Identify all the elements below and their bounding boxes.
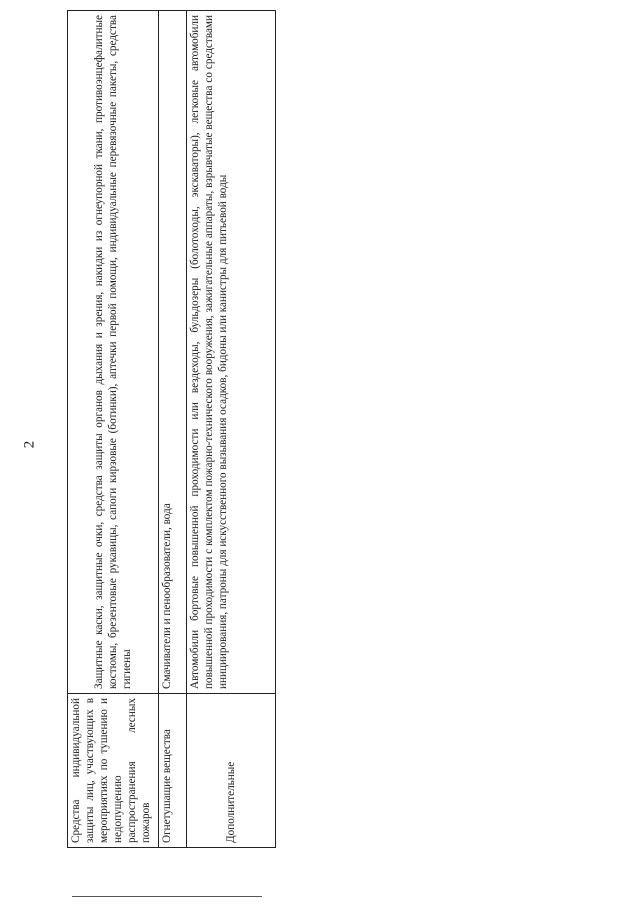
row-description-extinguishing: Смачиватели и пенообразователи, вода xyxy=(159,11,187,694)
table-row xyxy=(187,11,276,848)
bottom-divider xyxy=(72,896,262,897)
page-number: 2 xyxy=(21,440,38,449)
row-description-ppe: Защитные каски, защитные очки, средства защиты органов дыхания и зрения, накидки из огнеупорной ткани, противоэнцефалитные костюмы, брезентовые рукавицы, сапоги кирзовые (ботинки), аптечки первой помощи, индивидуальные перевязочные пакеты, средства гигиены xyxy=(68,11,159,694)
equipment-table xyxy=(67,10,276,848)
table-row xyxy=(159,11,187,848)
row-category-ppe: Средства индивидуальной защиты лиц, участвующих в мероприятиях по тушению и недопущению распространения лесных пожаров xyxy=(68,694,159,848)
row-category-additional: Дополнительные xyxy=(187,694,276,848)
rotated-page-content xyxy=(67,10,275,848)
table-row xyxy=(68,11,159,848)
row-description-additional: Автомобили бортовые повышенной проходимости или вездеходы, бульдозеры (болотоходы, экскаваторы), легковые автомобили повышенной проходимости с комплектом пожарно-технического вооружения, зажигательные аппараты, взрывчатые вещества со средствами инициирования, патроны для искусственного вызывания осадков, бидоны или канистры для питьевой воды xyxy=(187,11,276,694)
row-category-extinguishing: Огнетушащие вещества xyxy=(159,694,187,848)
